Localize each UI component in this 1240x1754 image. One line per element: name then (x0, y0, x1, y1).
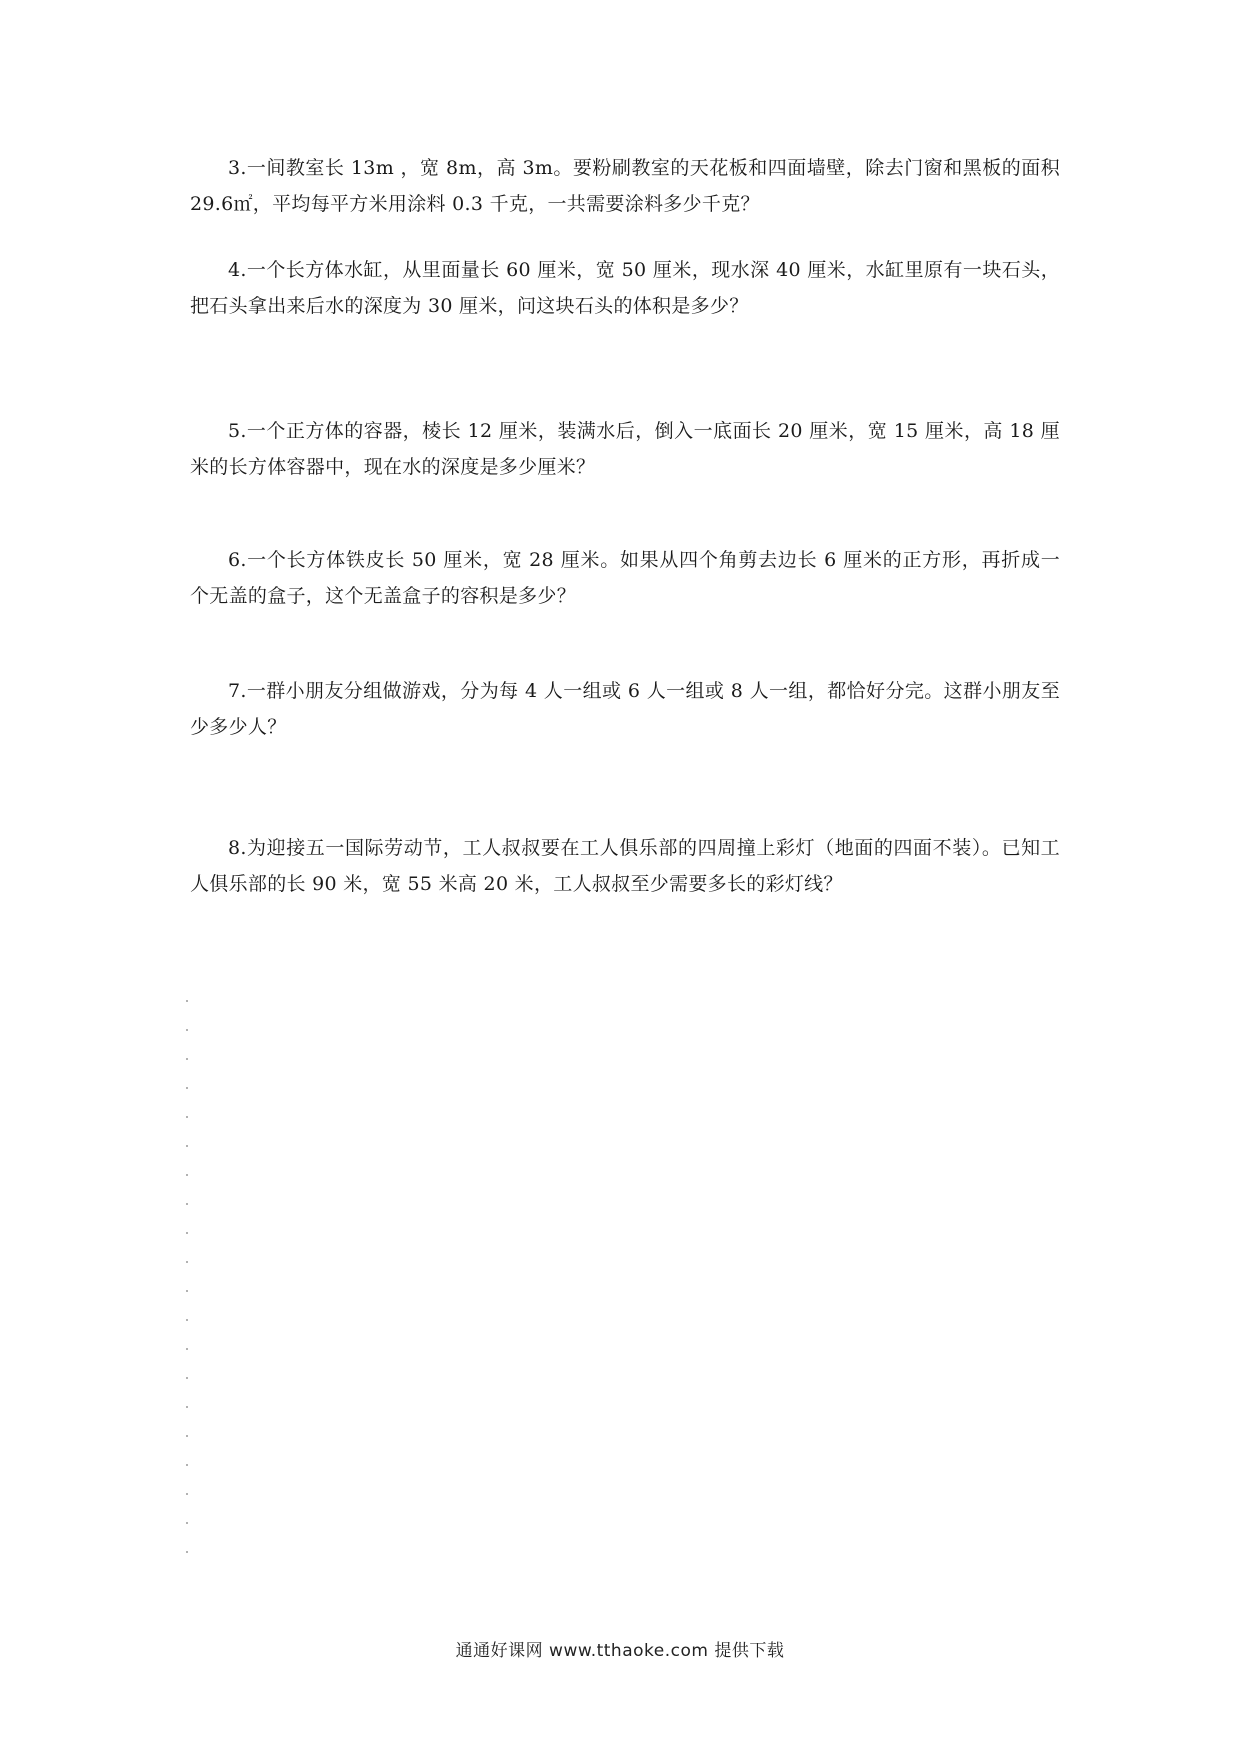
question-8 (190, 830, 1060, 902)
paragraph-marker (186, 1522, 188, 1524)
question-5 (190, 413, 1060, 485)
question-4 (190, 252, 1060, 324)
question-6 (190, 542, 1060, 614)
paragraph-marker (186, 1377, 188, 1379)
paragraph-marker (186, 1174, 188, 1176)
paragraph-marker (186, 1319, 188, 1321)
paragraph-marker (186, 1203, 188, 1205)
paragraph-marker (186, 1290, 188, 1292)
question-5-text: 5.一个正方体的容器，棱长 12 厘米，装满水后，倒入一底面长 20 厘米，宽 15 厘米，高 18 厘米的长方体容器中，现在水的深度是多少厘米？ (190, 420, 1060, 478)
paragraph-marker (186, 1232, 188, 1234)
question-3-text: 3.一间教室长 13m ，宽 8m，高 3m。要粉刷教室的天花板和四面墙壁，除去门窗和黑板的面积 29.6㎡，平均每平方米用涂料 0.3 千克，一共需要涂料多少千克？ (190, 157, 1060, 215)
paragraph-marker (186, 1145, 188, 1147)
question-4-text: 4.一个长方体水缸，从里面量长 60 厘米，宽 50 厘米，现水深 40 厘米，水缸里原有一块石头，把石头拿出来后水的深度为 30 厘米，问这块石头的体积是多少？ (190, 259, 1060, 317)
paragraph-marker (186, 1551, 188, 1553)
page-footer: 通通好课网 www.tthaoke.com 提供下载 (455, 1641, 785, 1661)
paragraph-marker (186, 1087, 188, 1089)
paragraph-marker (186, 1058, 188, 1060)
question-7 (190, 673, 1060, 745)
paragraph-marker (186, 1000, 188, 1002)
paragraph-marker (186, 1464, 188, 1466)
paragraph-marker (186, 1261, 188, 1263)
paragraph-marker (186, 1029, 188, 1031)
question-6-text: 6.一个长方体铁皮长 50 厘米，宽 28 厘米。如果从四个角剪去边长 6 厘米的正方形，再折成一个无盖的盒子，这个无盖盒子的容积是多少？ (190, 549, 1060, 607)
paragraph-marker (186, 1116, 188, 1118)
question-7-text: 7.一群小朋友分组做游戏，分为每 4 人一组或 6 人一组或 8 人一组，都恰好分完。这群小朋友至少多少人？ (190, 680, 1060, 738)
paragraph-marker (186, 1348, 188, 1350)
question-3 (190, 150, 1060, 222)
paragraph-marker (186, 1406, 188, 1408)
question-8-text: 8.为迎接五一国际劳动节，工人叔叔要在工人俱乐部的四周撞上彩灯（地面的四面不装）。已知工人俱乐部的长 90 米，宽 55 米高 20 米，工人叔叔至少需要多长的彩灯线？ (190, 837, 1060, 895)
paragraph-marker (186, 1493, 188, 1495)
blank-line-markers (186, 1000, 192, 1600)
paragraph-marker (186, 1435, 188, 1437)
